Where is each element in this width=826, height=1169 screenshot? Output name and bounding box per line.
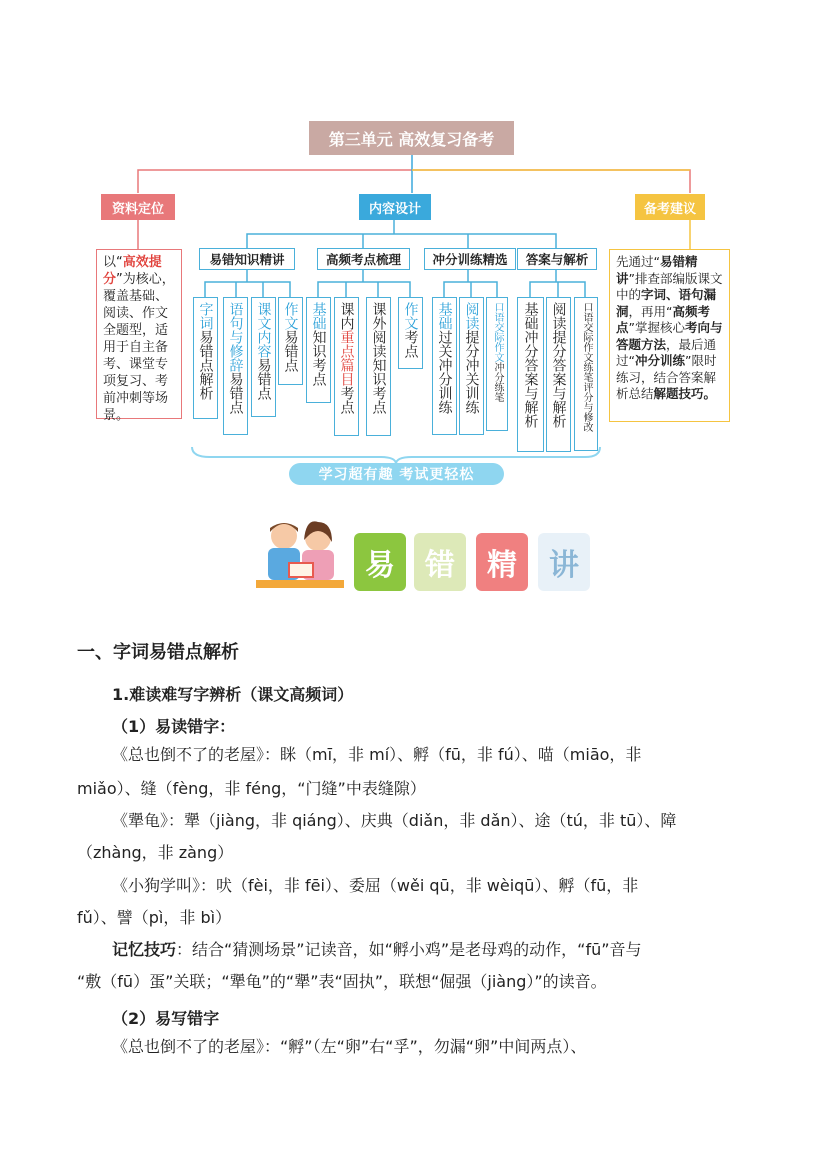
subsection-heading-reading: （1）易读错字： <box>112 717 236 736</box>
col-reading-answers: 阅读提分答案与解析 <box>546 297 571 452</box>
paragraph-line: 《犟龟》：犟（jiàng，非 qiáng）、庆典（diǎn，非 dǎn）、途（tú，非 tū）、障 <box>112 811 677 830</box>
sub-key-points: 高频考点梳理 <box>317 248 410 270</box>
branch-data-positioning: 资料定位 <box>101 194 175 220</box>
branch-exam-advice: 备考建议 <box>635 194 705 220</box>
sub-answers: 答案与解析 <box>517 248 597 270</box>
paragraph-line: “敷（fū）蛋”关联；“犟龟”的“犟”表“固执”，联想“倔强（jiàng）”的读音。 <box>77 972 607 991</box>
advice-description: 先通过“易错精讲”排查部编版课文中的字词、语句漏洞，再用“高频考点”掌握核心考向与答题方法，最后通过“冲分训练”限时练习，结合答案解析总结解题技巧。 <box>609 249 730 422</box>
col-writing-points: 作文 考点 <box>398 297 423 369</box>
col-text-errors: 课文内容 易错点 <box>251 297 276 417</box>
tile-cuo: 错 <box>414 533 466 591</box>
tile-yi: 易 <box>354 533 406 591</box>
subsection-heading-writing: （2）易写错字 <box>112 1009 220 1028</box>
sub-practice: 冲分训练精选 <box>424 248 516 270</box>
paragraph-line: miǎo）、缝（fèng，非 féng，“门缝”中表缝隙） <box>77 779 426 798</box>
branch-content-design: 内容设计 <box>359 194 431 220</box>
col-oral-writing-training: 口语交际作文 冲分练笔 <box>486 297 508 431</box>
section-heading: 一、字词易错点解析 <box>77 642 239 663</box>
positioning-description: 以“高效提分”为核心，覆盖基础、阅读、作文全题型，适用于自主备考、课堂专项复习、考前冲刺等场景。 <box>96 249 182 419</box>
memory-tip-line: 记忆技巧：结合“猜测场景”记读音，如“孵小鸡”是老母鸡的动作，“fū”音与 <box>112 940 642 959</box>
students-reading-illustration <box>254 518 346 592</box>
tile-jiang: 讲 <box>538 533 590 591</box>
tile-jing: 精 <box>476 533 528 591</box>
paragraph-line: 《总也倒不了的老屋》：“孵”（左“卵”右“孚”，勿漏“卵”中间两点）、 <box>112 1037 587 1056</box>
col-word-errors: 字词 易错点解析 <box>193 297 218 419</box>
paragraph-line: fǔ）、譬（pì，非 bì） <box>77 908 232 927</box>
col-oral-writing-answers: 口语交际作文练笔评分与修改 <box>574 297 598 451</box>
col-basic-training: 基础 过关冲分训练 <box>432 297 457 435</box>
col-extra-reading-points: 课外阅读知识考点 <box>366 297 391 436</box>
map-title: 第三单元 高效复习备考 <box>309 121 514 155</box>
col-writing-errors: 作文 易错点 <box>278 297 303 385</box>
subsection-heading: 1.难读难写字辨析（课文高频词） <box>112 685 354 704</box>
col-basic-answers: 基础冲分答案与解析 <box>517 297 544 452</box>
paragraph-line: （zhàng，非 zàng） <box>77 843 234 862</box>
paragraph-line: 《小狗学叫》：吠（fèi，非 fēi）、委屈（wěi qū，非 wèiqū）、孵（fū，非 <box>112 876 639 895</box>
col-basic-points: 基础 知识考点 <box>306 297 331 403</box>
slogan-banner: 学习超有趣 考试更轻松 <box>289 463 504 485</box>
col-sentence-errors: 语句与修辞 易错点 <box>223 297 248 435</box>
sub-error-explanation: 易错知识精讲 <box>199 248 295 270</box>
paragraph-line: 《总也倒不了的老屋》：眯（mī，非 mí）、孵（fū，非 fú）、喵（miāo，非 <box>112 745 642 764</box>
col-in-class-points: 课内 重点篇目 考点 <box>334 297 359 436</box>
col-reading-training: 阅读 提分冲关训练 <box>459 297 484 435</box>
memory-tip-label: 记忆技巧 <box>112 940 177 959</box>
